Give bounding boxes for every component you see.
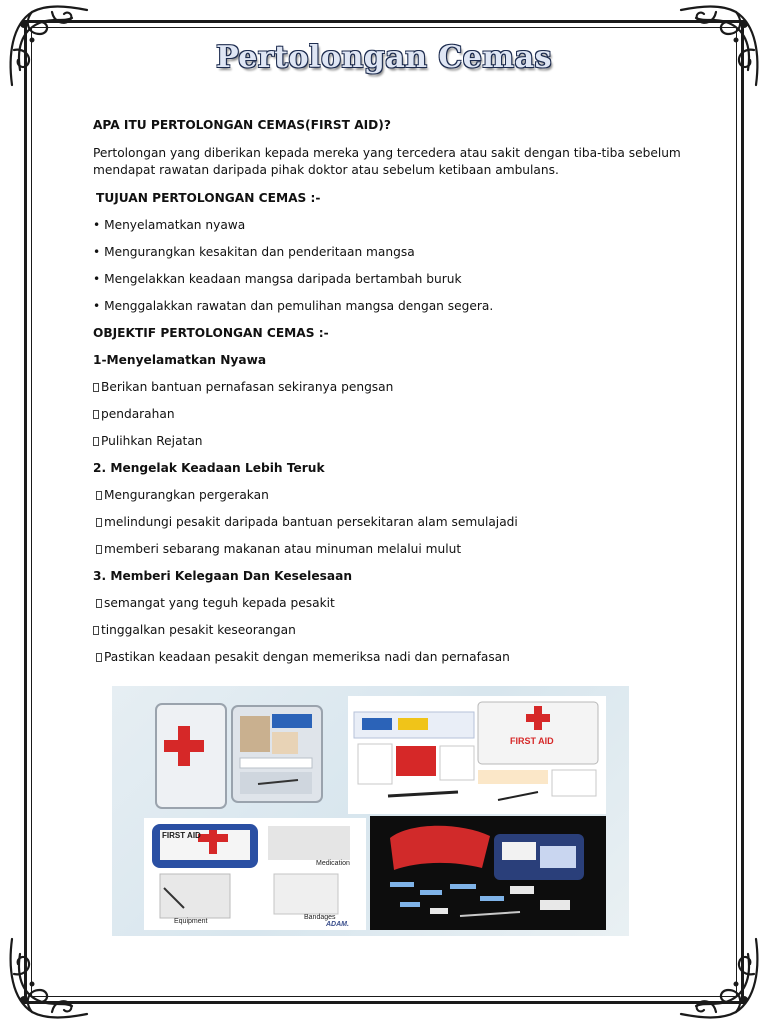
missing-glyph-icon: [96, 545, 102, 554]
corner-ornament-bottom-right: [674, 932, 766, 1024]
missing-glyph-icon: [93, 626, 99, 635]
section-heading-objektif: OBJEKTIF PERTOLONGAN CEMAS :-: [93, 326, 329, 340]
missing-glyph-icon: [93, 437, 99, 446]
blue-first-aid-kit-illustration: [144, 818, 366, 930]
list-item: • Mengurangkan kesakitan dan penderitaan mangsa: [93, 245, 415, 259]
objective-2-title: 2. Mengelak Keadaan Lebih Teruk: [93, 461, 325, 475]
objective-1-title: 1-Menyelamatkan Nyawa: [93, 353, 267, 367]
list-item: • Menyelamatkan nyawa: [93, 218, 246, 232]
missing-glyph-icon: [96, 653, 102, 662]
list-item: Pulihkan Rejatan: [93, 433, 673, 450]
document-body: [93, 117, 681, 666]
page-title: Pertolongan Cemas: [216, 40, 552, 75]
intro-line-2: mendapat rawatan daripada pihak doktor atau sebelum ketibaan ambulans.: [93, 163, 559, 177]
list-item: memberi sebarang makanan atau minuman melalui mulut: [93, 541, 673, 558]
list-item: melindungi pesakit daripada bantuan persekitaran alam semulajadi: [93, 514, 673, 531]
missing-glyph-icon: [93, 410, 99, 419]
wall-first-aid-box-image: [148, 696, 328, 816]
missing-glyph-icon: [96, 518, 102, 527]
list-item: semangat yang teguh kepada pesakit: [93, 595, 673, 612]
caption-bandages: Bandages: [304, 914, 336, 921]
list-item: Mengurangkan pergerakan: [93, 487, 673, 504]
section-heading-tujuan: TUJUAN PERTOLONGAN CEMAS :-: [96, 191, 321, 205]
list-item: tinggalkan pesakit keseorangan: [93, 622, 673, 639]
missing-glyph-icon: [93, 383, 99, 392]
adam-logo: ADAM.: [326, 921, 349, 928]
section-heading-what-is: APA ITU PERTOLONGAN CEMAS(FIRST AID)?: [93, 118, 391, 132]
list-item: Berikan bantuan pernafasan sekiranya pengsan: [93, 379, 673, 396]
list-item: • Menggalakkan rawatan dan pemulihan mangsa dengan segera.: [93, 299, 494, 313]
missing-glyph-icon: [96, 491, 102, 500]
corner-ornament-bottom-left: [2, 932, 94, 1024]
kit-label: FIRST AID: [162, 831, 201, 840]
first-aid-kit-supplies-image: [348, 696, 606, 814]
red-first-aid-pouch-image: [370, 816, 606, 930]
kit-label: FIRST AID: [510, 736, 554, 746]
list-item: • Mengelakkan keadaan mangsa daripada bertambah buruk: [93, 272, 462, 286]
intro-line-1: Pertolongan yang diberikan kepada mereka yang tercedera atau sakit dengan tiba-tiba sebelum: [93, 146, 681, 160]
list-item: pendarahan: [93, 406, 673, 423]
objective-3-title: 3. Memberi Kelegaan Dan Keselesaan: [93, 569, 352, 583]
list-item: Pastikan keadaan pesakit dengan memeriksa nadi dan pernafasan: [93, 649, 673, 666]
missing-glyph-icon: [96, 599, 102, 608]
caption-equipment: Equipment: [174, 918, 208, 925]
caption-medication: Medication: [316, 860, 350, 867]
first-aid-kits-collage: [112, 686, 629, 936]
